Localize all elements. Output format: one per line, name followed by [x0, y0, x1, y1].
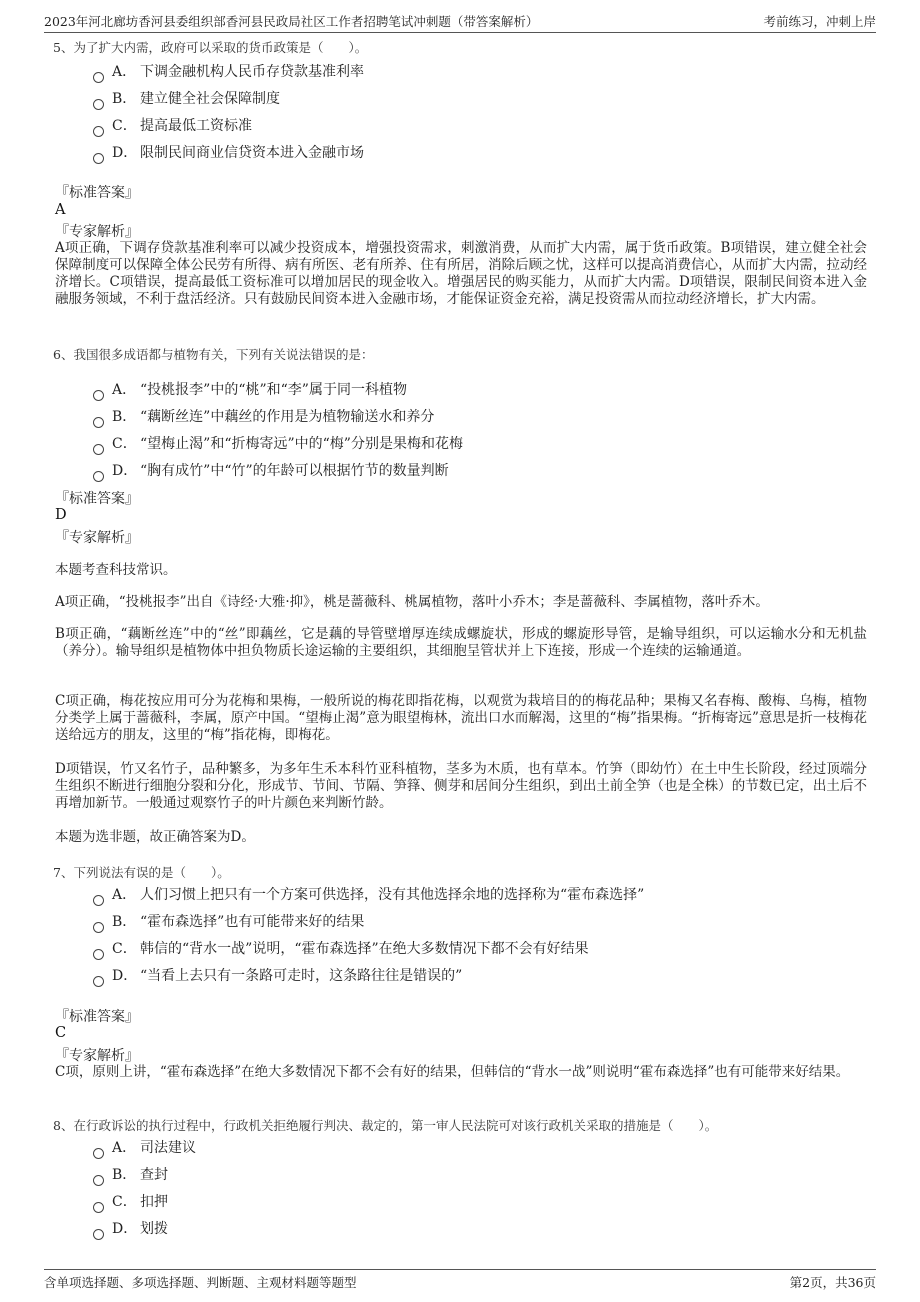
radio-icon[interactable] — [93, 1175, 104, 1186]
q5-analysis: A项正确，下调存贷款基准利率可以减少投资成本，增强投资需求，刺激消费，从而扩大内需，属于货币政策。B项错误，建立健全社会保障制度可以保障全体公民劳有所得、病有所医、老有所养、住有所居，消除后顾之忧，这样可以提高消费信心，从而扩大内需，拉动经济增长。C项错误，提高最低工资标准可以增加居民的现金收入。增强居民的购买能力，从而扩大内需。D项错误，限制民间资本进入金融服务领域，不利于盘活经济。只有鼓励民间资本进入金融市场，才能保证资金充裕，满足投资需从而拉动经济增长，扩大内需。 — [55, 240, 867, 307]
expert-analysis-label: 『专家解析』 — [55, 1048, 139, 1064]
q6-analysis-intro: 本题考查科技常识。 — [55, 562, 177, 578]
q7-option-d[interactable]: D． “当看上去只有一条路可走时，这条路往往是错误的” — [93, 965, 462, 985]
radio-icon[interactable] — [93, 949, 104, 960]
radio-icon[interactable] — [93, 72, 104, 83]
standard-answer-label: 『标准答案』 — [55, 185, 139, 201]
q7-option-c[interactable]: C． 韩信的“背水一战”说明，“霍布森选择”在绝大多数情况下都不会有好结果 — [93, 938, 589, 958]
standard-answer-label: 『标准答案』 — [55, 491, 139, 507]
radio-icon[interactable] — [93, 1202, 104, 1213]
q6-analysis-b: B项正确，“藕断丝连”中的“丝”即藕丝，它是藕的导管壁增厚连续成螺旋状，形成的螺旋形导管，是输导组织，可以运输水分和无机盐（养分）。输导组织是植物体中担负物质长途运输的主要组织，其细胞呈管状并上下连接，形成一个连续的运输通道。 — [55, 626, 867, 659]
q8-option-a[interactable]: A． 司法建议 — [93, 1137, 196, 1157]
question-6-stem: 6、我国很多成语都与植物有关，下列有关说法错误的是： — [53, 347, 374, 362]
q6-analysis-conclusion: 本题为选非题，故正确答案为D。 — [55, 829, 255, 845]
q5-option-b[interactable]: B． 建立健全社会保障制度 — [93, 88, 280, 108]
radio-icon[interactable] — [93, 1148, 104, 1159]
q5-option-d[interactable]: D． 限制民间商业信贷资本进入金融市场 — [93, 142, 364, 162]
radio-icon[interactable] — [93, 976, 104, 987]
radio-icon[interactable] — [93, 895, 104, 906]
footer-note: 含单项选择题、多项选择题、判断题、主观材料题等题型 — [44, 1275, 357, 1290]
page-header — [44, 10, 876, 33]
radio-icon[interactable] — [93, 126, 104, 137]
q6-option-c[interactable]: C． “望梅止渴”和“折梅寄远”中的“梅”分别是果梅和花梅 — [93, 433, 463, 453]
q7-analysis: C项，原则上讲，“霍布森选择”在绝大多数情况下都不会有好的结果，但韩信的“背水一战”则说明“霍布森选择”也有可能带来好结果。 — [55, 1064, 850, 1080]
document-title: 2023年河北廊坊香河县委组织部香河县民政局社区工作者招聘笔试冲刺题（带答案解析） — [44, 14, 539, 29]
radio-icon[interactable] — [93, 417, 104, 428]
q6-option-d[interactable]: D． “胸有成竹”中“竹”的年龄可以根据竹节的数量判断 — [93, 460, 449, 480]
radio-icon[interactable] — [93, 153, 104, 164]
radio-icon[interactable] — [93, 444, 104, 455]
expert-analysis-label: 『专家解析』 — [55, 224, 139, 240]
radio-icon[interactable] — [93, 922, 104, 933]
q7-option-b[interactable]: B． “霍布森选择”也有可能带来好的结果 — [93, 911, 364, 931]
expert-analysis-label: 『专家解析』 — [55, 530, 139, 546]
q5-option-a[interactable]: A． 下调金融机构人民币存贷款基准利率 — [93, 61, 364, 81]
q6-option-a[interactable]: A． “投桃报李”中的“桃”和“李”属于同一科植物 — [93, 379, 407, 399]
radio-icon[interactable] — [93, 471, 104, 482]
q8-option-c[interactable]: C． 扣押 — [93, 1191, 168, 1211]
standard-answer-label: 『标准答案』 — [55, 1009, 139, 1025]
page-number: 第2页，共36页 — [789, 1275, 876, 1290]
q6-option-b[interactable]: B． “藕断丝连”中藕丝的作用是为植物输送水和养分 — [93, 406, 434, 426]
page-footer — [44, 1269, 876, 1294]
q6-answer: D — [55, 507, 67, 523]
question-7-stem: 7、下列说法有误的是（ ）。 — [53, 865, 230, 880]
radio-icon[interactable] — [93, 390, 104, 401]
q5-option-c[interactable]: C． 提高最低工资标准 — [93, 115, 252, 135]
q6-analysis-a: A项正确，“投桃报李”出自《诗经·大雅·抑》，桃是蔷薇科、桃属植物，落叶小乔木；李是蔷薇科、李属植物，落叶乔木。 — [55, 594, 769, 610]
header-slogan: 考前练习，冲刺上岸 — [763, 14, 876, 29]
q8-option-d[interactable]: D． 划拨 — [93, 1218, 168, 1238]
q7-option-a[interactable]: A． 人们习惯上把只有一个方案可供选择，没有其他选择余地的选择称为“霍布森选择” — [93, 884, 644, 904]
q6-analysis-d: D项错误，竹又名竹子，品种繁多，为多年生禾本科竹亚科植物，茎多为木质，也有草本。竹笋（即幼竹）在土中生长阶段，经过顶端分生组织不断进行细胞分裂和分化，形成节、节间、节隔、笋箨、侧芽和居间分生组织，到出土前全笋（也是全株）的节数已定，出土后不再增加新节。一般通过观察竹子的叶片颜色来判断竹龄。 — [55, 761, 867, 811]
q7-answer: C — [55, 1025, 67, 1041]
q5-answer: A — [55, 202, 66, 218]
question-5-stem: 5、为了扩大内需，政府可以采取的货币政策是（ ）。 — [53, 40, 368, 55]
q8-option-b[interactable]: B． 查封 — [93, 1164, 168, 1184]
question-8-stem: 8、在行政诉讼的执行过程中，行政机关拒绝履行判决、裁定的，第一审人民法院可对该行政机关采取的措施是（ ）。 — [53, 1118, 718, 1133]
q6-analysis-c: C项正确，梅花按应用可分为花梅和果梅，一般所说的梅花即指花梅，以观赏为栽培目的的梅花品种；果梅又名春梅、酸梅、乌梅，植物分类学上属于蔷薇科，李属，原产中国。“望梅止渴”意为眼望梅林，流出口水而解渴，这里的“梅”指果梅。“折梅寄远”意思是折一枝梅花送给远方的朋友，这里的“梅”指花梅，即梅花。 — [55, 693, 867, 743]
radio-icon[interactable] — [93, 99, 104, 110]
radio-icon[interactable] — [93, 1229, 104, 1240]
